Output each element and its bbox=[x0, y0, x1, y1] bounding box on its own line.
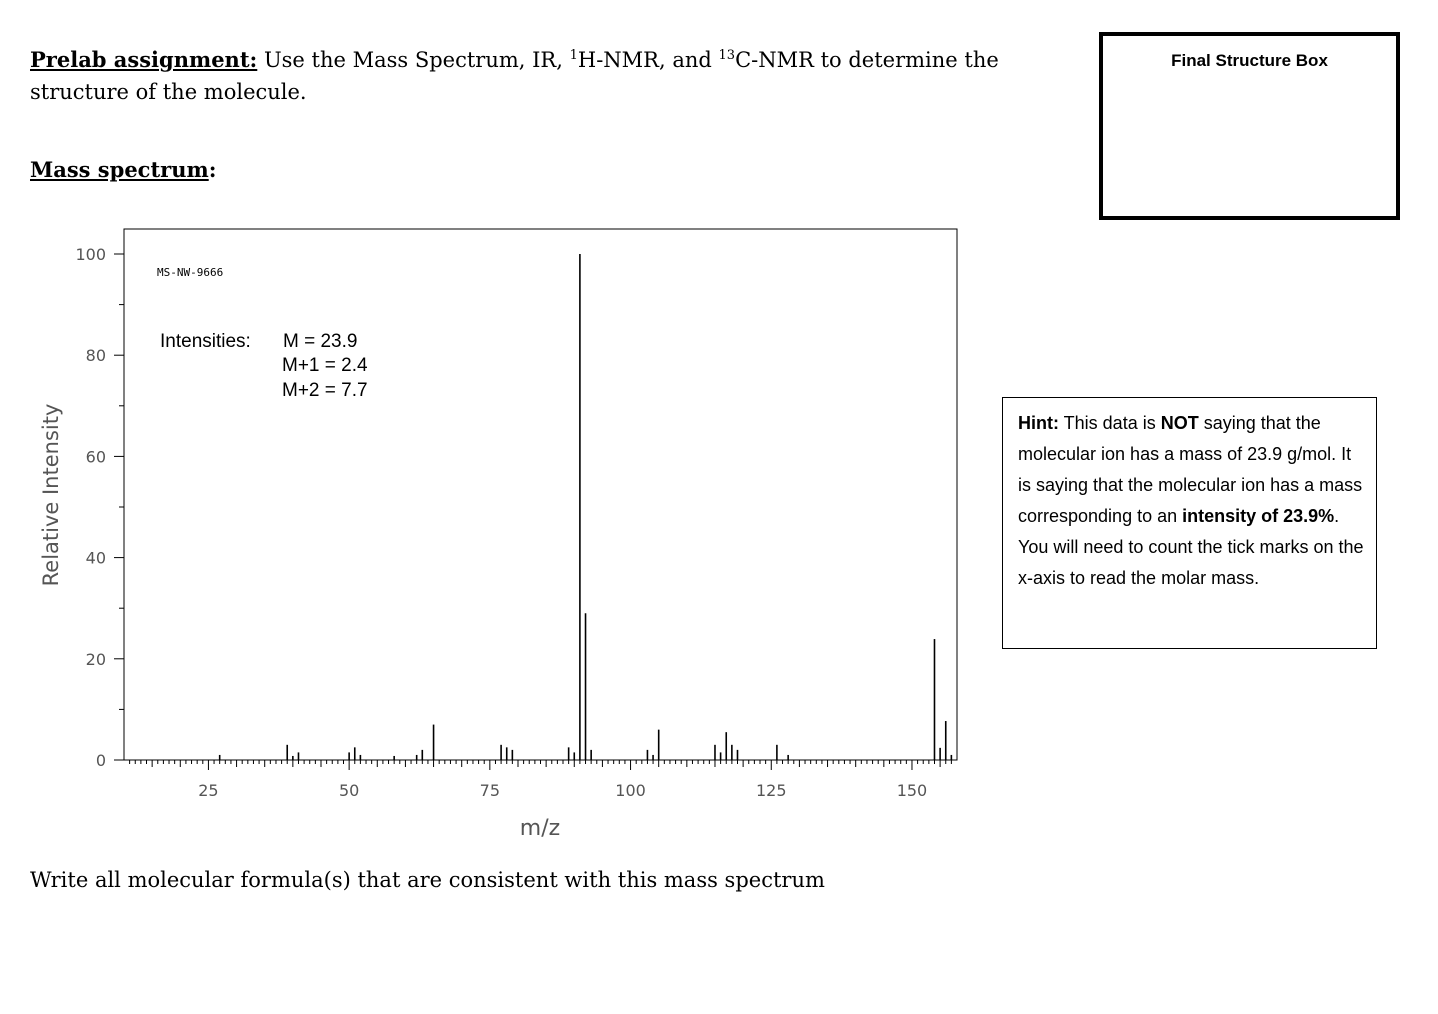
annotation-m: M = 23.9 bbox=[283, 331, 358, 352]
y-ticks bbox=[75, 245, 124, 770]
x-ticks bbox=[130, 760, 952, 800]
mass-spectrum-label: Mass spectrum bbox=[30, 157, 209, 182]
x-tick-label: 25 bbox=[198, 781, 219, 800]
x-tick-label: 125 bbox=[755, 781, 787, 800]
prelab-label: Prelab assignment: bbox=[30, 47, 258, 72]
x-tick-label: 75 bbox=[479, 781, 501, 800]
x-tick-label: 50 bbox=[338, 781, 360, 800]
y-tick-label: 60 bbox=[85, 447, 106, 467]
hint-text-1: This data is bbox=[1058, 413, 1161, 433]
y-tick-label: 40 bbox=[85, 548, 106, 568]
intro-text-c: C-NMR to determine the structure of the molecule. bbox=[30, 48, 999, 104]
y-tick-label: 80 bbox=[85, 346, 106, 366]
hint-text-3: . You will need to count the tick marks on the x-axis to read the molar mass. bbox=[1018, 506, 1364, 588]
peaks bbox=[220, 254, 952, 760]
final-structure-title: Final Structure Box bbox=[1171, 51, 1328, 70]
hint-intensity: intensity of 23.9% bbox=[1182, 506, 1335, 526]
intensities-label: Intensities: bbox=[160, 331, 251, 352]
mass-spectrum-heading bbox=[30, 157, 216, 182]
y-axis-label: Relative Intensity bbox=[39, 403, 63, 587]
intro-text-a: Use the Mass Spectrum, IR, bbox=[257, 48, 570, 72]
y-tick-label: 100 bbox=[75, 245, 106, 264]
hint-text-2: saying that the molecular ion has a mass of 23.9 g/mol. It is saying that the molecular ion has a mass corresponding to an bbox=[1018, 413, 1363, 526]
hint-not: NOT bbox=[1160, 413, 1199, 433]
intro-paragraph bbox=[30, 40, 1080, 108]
heading-colon: : bbox=[208, 157, 217, 182]
final-structure-box[interactable] bbox=[1099, 32, 1400, 220]
y-tick-label: 0 bbox=[95, 751, 106, 770]
sup-13: 13 bbox=[718, 48, 736, 63]
x-tick-label: 100 bbox=[615, 781, 646, 800]
annotation-m1: M+1 = 2.4 bbox=[282, 355, 368, 376]
y-tick-label: 20 bbox=[85, 649, 106, 669]
annotation-m2: M+2 = 7.7 bbox=[282, 380, 368, 401]
question-text: Write all molecular formula(s) that are consistent with this mass spectrum bbox=[30, 868, 825, 892]
hint-label: Hint: bbox=[1018, 413, 1059, 433]
plot-frame bbox=[124, 229, 957, 760]
mass-spectrum-chart bbox=[0, 215, 980, 855]
hint-box bbox=[1002, 397, 1377, 649]
sup-1: 1 bbox=[569, 48, 578, 63]
spectrum-id: MS-NW-9666 bbox=[157, 266, 224, 279]
x-axis-label: m/z bbox=[519, 816, 561, 841]
x-tick-label: 150 bbox=[896, 781, 928, 800]
intro-text-b: H-NMR, and bbox=[577, 48, 719, 72]
